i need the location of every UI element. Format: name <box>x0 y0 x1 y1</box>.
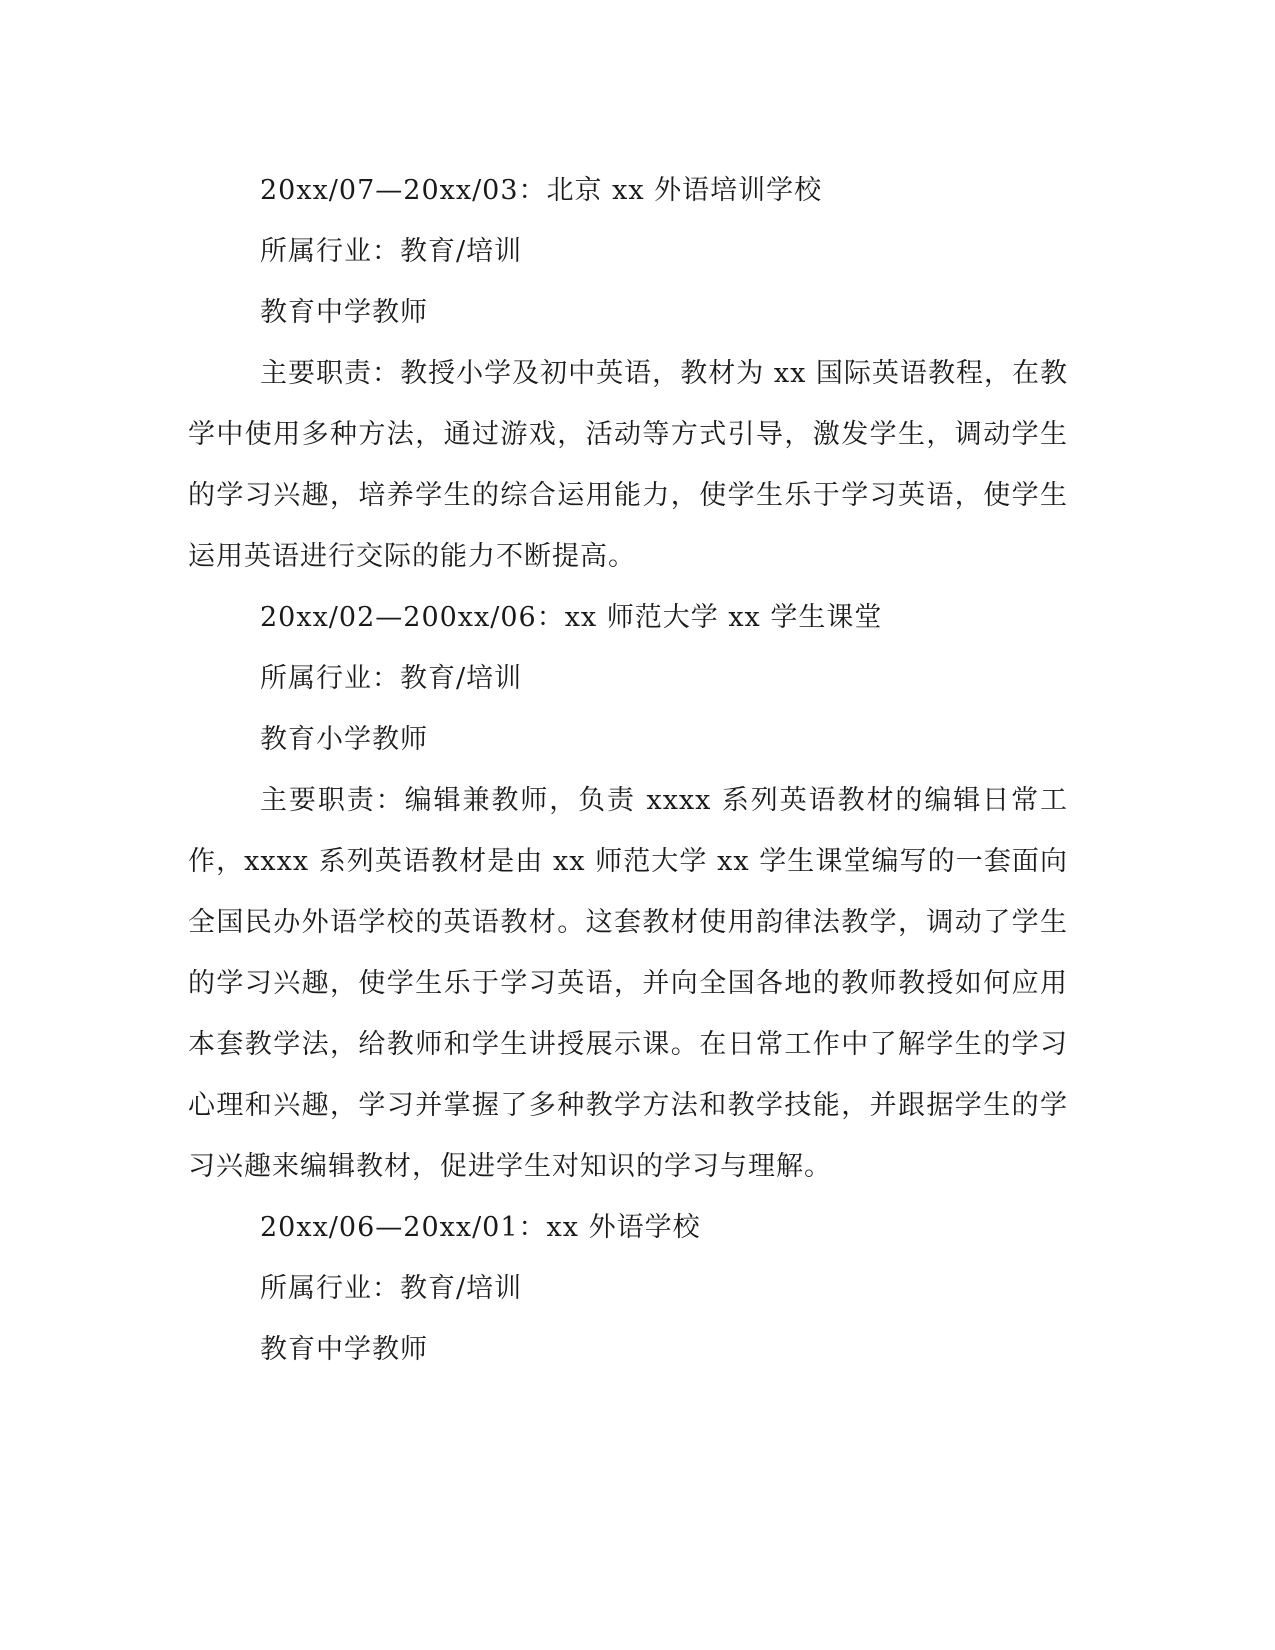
entry-3-position: 教育中学教师 <box>260 1334 428 1365</box>
entry-3-period: 20xx/06—20xx/01：xx 外语学校 <box>260 1212 701 1243</box>
entry-3-industry: 所属行业：教育/培训 <box>260 1273 523 1304</box>
entry-2-duties: 主要职责：编辑兼教师，负责 xxxx 系列英语教材的编辑日常工作，xxxx 系列英语教材是由 xx 师范大学 xx 学生课堂编写的一套面向全国民办外语学校的英语教材。这套教材使用韵律法教学，调动了学生的学习兴趣，使学生乐于学习英语，并向全国各地的教师教授如何应用本套教学法，给教师和学生讲授展示课。在日常工作中了解学生的学习心理和兴趣，学习并掌握了多种教学方法和教学技能，并跟据学生的学习兴趣来编辑教材，促进学生对知识的学习与理解。 <box>188 785 1068 1182</box>
entry-2-period: 20xx/02—200xx/06：xx 师范大学 xx 学生课堂 <box>260 602 883 633</box>
entry-2-position: 教育小学教师 <box>260 724 428 755</box>
entry-1-industry: 所属行业：教育/培训 <box>260 236 523 267</box>
entry-1-position: 教育中学教师 <box>260 297 428 328</box>
entry-2-industry: 所属行业：教育/培训 <box>260 663 523 694</box>
document-body <box>188 160 1068 1380</box>
entry-1-duties: 主要职责：教授小学及初中英语，教材为 xx 国际英语教程，在教学中使用多种方法，通过游戏，活动等方式引导，激发学生，调动学生的学习兴趣，培养学生的综合运用能力，使学生乐于学习英语，使学生运用英语进行交际的能力不断提高。 <box>188 358 1068 572</box>
entry-1-period: 20xx/07—20xx/03：北京 xx 外语培训学校 <box>260 175 823 206</box>
